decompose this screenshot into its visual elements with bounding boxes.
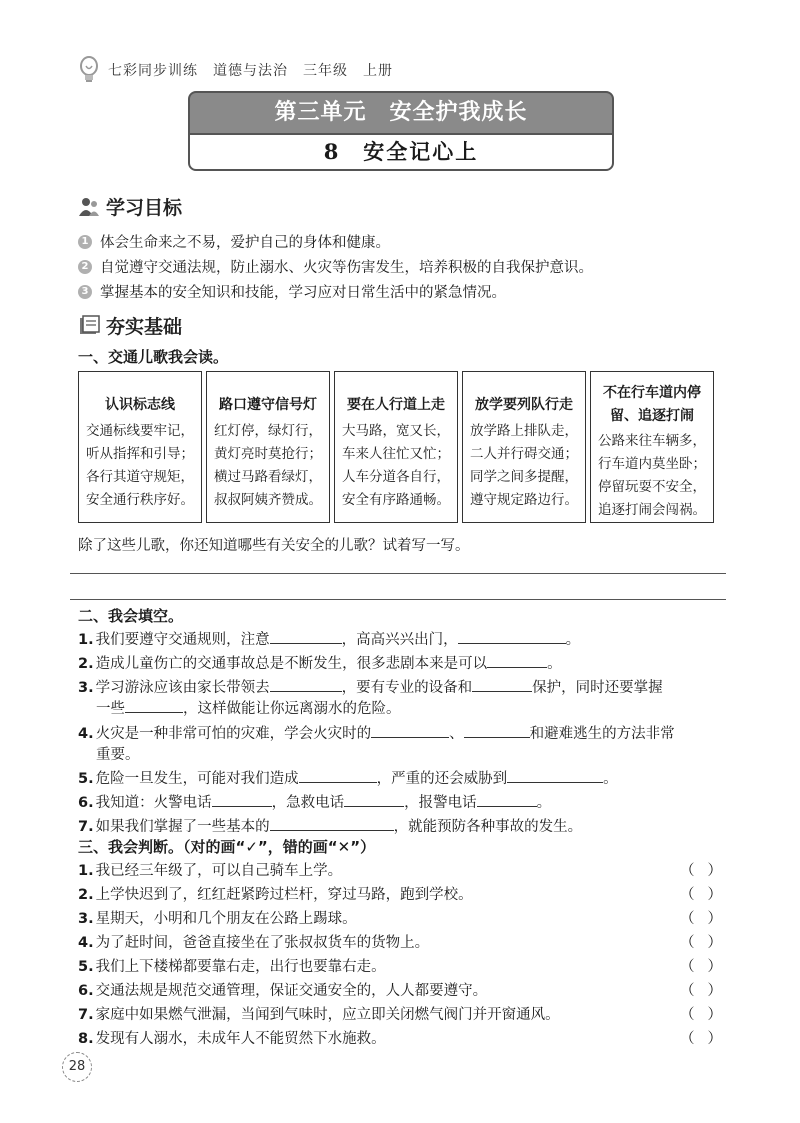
answer-parentheses[interactable] xyxy=(680,979,722,1000)
answer-parentheses[interactable] xyxy=(680,1027,722,1048)
question-text: 重要。 xyxy=(96,747,140,763)
question-text: 保护，同时还要掌握 xyxy=(532,680,663,696)
fill-question xyxy=(78,767,618,788)
judge-question xyxy=(78,931,429,952)
question-text: ，这样做能让你远离溺水的危险。 xyxy=(183,701,401,717)
paren-open: （ xyxy=(680,911,695,927)
part2-title: 二、我会填空。 xyxy=(78,607,184,625)
students-icon xyxy=(78,196,100,218)
question-text: 交通法规是规范交通管理，保证交通安全的，人人都要遵守。 xyxy=(95,983,488,999)
question-text: 。 xyxy=(603,771,618,787)
writing-line[interactable] xyxy=(70,599,726,600)
question-text: ，报警电话 xyxy=(404,795,477,811)
question-number: 1. xyxy=(78,863,94,879)
paren-open: （ xyxy=(680,983,695,999)
paren-close: ） xyxy=(707,1007,722,1023)
judge-question xyxy=(78,979,487,1000)
question-text: 如果我们掌握了一些基本的 xyxy=(95,819,270,835)
rhyme-line: 追逐打闹会闯祸。 xyxy=(598,502,706,518)
fill-question xyxy=(78,652,562,673)
rhyme-line: 放学路上排队走， xyxy=(470,423,578,439)
question-text: 我们要遵守交通规则，注意 xyxy=(95,632,270,648)
rhyme-line: 各行其道守规矩， xyxy=(86,469,194,485)
rhyme-line: 安全通行秩序好。 xyxy=(86,492,194,508)
part1-title: 一、交通儿歌我会读。 xyxy=(78,348,229,366)
fill-question-cont xyxy=(96,697,401,718)
question-text: 危险一旦发生，可能对我们造成 xyxy=(95,771,299,787)
answer-blank[interactable] xyxy=(270,629,342,644)
question-number: 2. xyxy=(78,887,94,903)
question-number: 3. xyxy=(78,911,94,927)
rhyme-title: 路口遵守信号灯 xyxy=(219,397,317,413)
question-text: ，就能预防各种事故的发生。 xyxy=(393,819,583,835)
fill-question xyxy=(78,722,675,743)
rhyme-line: 听从指挥和引导； xyxy=(86,446,194,462)
fill-question xyxy=(78,628,580,649)
rhyme-line: 二人并行碍交通； xyxy=(470,446,578,462)
question-number: 7. xyxy=(78,819,94,835)
question-text: 我已经三年级了，可以自己骑车上学。 xyxy=(95,863,343,879)
fill-question xyxy=(78,676,663,697)
answer-blank[interactable] xyxy=(212,792,272,807)
rhyme-line: 交通标线要牢记， xyxy=(86,423,194,439)
page-number: 28 xyxy=(62,1052,92,1082)
rhyme-line: 大马路，宽又长， xyxy=(342,423,450,439)
question-text: 星期天，小明和几个朋友在公路上踢球。 xyxy=(95,911,357,927)
question-number: 8. xyxy=(78,1031,94,1047)
question-number: 1. xyxy=(78,632,94,648)
question-text: ，要有专业的设备和 xyxy=(341,680,473,696)
judge-question xyxy=(78,1027,386,1048)
header-text: 七彩同步训练 道德与法治 三年级 上册 xyxy=(108,63,393,79)
question-text: 我知道：火警电话 xyxy=(95,795,212,811)
answer-blank[interactable] xyxy=(125,698,183,713)
paren-open: （ xyxy=(680,887,695,903)
goal-text: 体会生命来之不易，爱护自己的身体和健康。 xyxy=(100,235,390,251)
basics-heading-text: 夯实基础 xyxy=(106,316,183,338)
rhyme-line: 行车道内莫坐卧； xyxy=(598,456,706,472)
question-text: 。 xyxy=(565,632,581,648)
question-text: 。 xyxy=(536,795,552,811)
rhyme-line: 叔叔阿姨齐赞成。 xyxy=(214,492,322,508)
question-number: 4. xyxy=(78,935,94,951)
goal-item xyxy=(78,231,390,252)
paren-open: （ xyxy=(680,935,695,951)
paren-close: ） xyxy=(707,911,722,927)
rhyme-title: 认识标志线 xyxy=(105,397,175,413)
goal-number: 3 xyxy=(78,285,92,299)
answer-parentheses[interactable] xyxy=(680,931,722,952)
rhyme-box xyxy=(206,371,330,523)
paren-close: ） xyxy=(707,887,722,903)
judge-question xyxy=(78,955,386,976)
unit-title: 第三单元 安全护我成长 xyxy=(188,91,614,133)
paren-open: （ xyxy=(680,863,695,879)
rhyme-box xyxy=(462,371,586,523)
answer-blank[interactable] xyxy=(487,653,547,668)
paren-open: （ xyxy=(680,1031,695,1047)
fill-question-cont xyxy=(96,743,140,764)
answer-parentheses[interactable] xyxy=(680,859,722,880)
paren-close: ） xyxy=(707,983,722,999)
question-text: 发现有人溺水，未成年人不能贸然下水施救。 xyxy=(95,1031,386,1047)
answer-blank[interactable] xyxy=(507,768,603,783)
answer-blank[interactable] xyxy=(477,792,537,807)
goal-text: 掌握基本的安全知识和技能，学习应对日常生活中的紧急情况。 xyxy=(100,285,506,301)
judge-question xyxy=(78,859,342,880)
rhyme-line: 红灯停，绿灯行， xyxy=(214,423,322,439)
question-text: 火灾是一种非常可怕的灾难，学会火灾时的 xyxy=(95,726,372,742)
lightbulb-icon xyxy=(78,56,100,84)
question-number: 3. xyxy=(78,680,94,696)
paren-open: （ xyxy=(680,959,695,975)
question-text: 为了赶时间，爸爸直接坐在了张叔叔货车的货物上。 xyxy=(95,935,430,951)
judge-question xyxy=(78,907,357,928)
answer-blank[interactable] xyxy=(270,816,394,831)
question-text: ，急救电话 xyxy=(271,795,345,811)
goals-heading xyxy=(78,193,182,220)
answer-parentheses[interactable] xyxy=(680,1003,722,1024)
question-text: ，严重的还会威胁到 xyxy=(376,771,508,787)
goal-number: 2 xyxy=(78,260,92,274)
answer-blank[interactable] xyxy=(344,792,404,807)
answer-parentheses[interactable] xyxy=(680,955,722,976)
question-number: 6. xyxy=(78,983,94,999)
goal-item xyxy=(78,281,506,302)
question-text: 我们上下楼梯都要靠右走，出行也要靠右走。 xyxy=(95,959,386,975)
question-number: 4. xyxy=(78,726,94,742)
question-number: 5. xyxy=(78,959,94,975)
rhyme-line: 横过马路看绿灯， xyxy=(214,469,322,485)
paren-open: （ xyxy=(680,1007,695,1023)
rhyme-line: 同学之间多提醒， xyxy=(470,469,578,485)
title-block xyxy=(188,91,614,171)
question-text: 和避难逃生的方法非常 xyxy=(529,726,675,742)
question-text: 学习游泳应该由家长带领去 xyxy=(95,680,270,696)
rhyme-line: 安全有序路通畅。 xyxy=(342,492,450,508)
writing-line[interactable] xyxy=(70,573,726,574)
basics-heading xyxy=(78,312,182,339)
book-icon xyxy=(78,315,100,337)
paren-close: ） xyxy=(707,959,722,975)
rhyme-line: 人车分道各自行， xyxy=(342,469,450,485)
question-text: 。 xyxy=(547,656,562,672)
rhyme-line: 黄灯亮时莫抢行； xyxy=(214,446,322,462)
question-number: 5. xyxy=(78,771,94,787)
goals-heading-text: 学习目标 xyxy=(106,197,183,219)
rhyme-title xyxy=(594,382,710,428)
goal-text: 自觉遵守交通法规，防止溺水、火灾等伤害发生，培养积极的自我保护意识。 xyxy=(100,260,593,276)
rhyme-title-line: 不在行车道内停 xyxy=(603,385,701,401)
question-text: 造成儿童伤亡的交通事故总是不断发生，很多悲剧本来是可以 xyxy=(95,656,488,672)
answer-parentheses[interactable] xyxy=(680,883,722,904)
goal-item xyxy=(78,256,593,277)
judge-question xyxy=(78,883,473,904)
rhyme-box xyxy=(334,371,458,523)
answer-parentheses[interactable] xyxy=(680,907,722,928)
answer-blank[interactable] xyxy=(472,677,532,692)
rhyme-title: 放学要列队行走 xyxy=(475,397,573,413)
answer-blank[interactable] xyxy=(371,723,449,738)
running-header xyxy=(78,56,393,84)
answer-blank[interactable] xyxy=(270,677,342,692)
paren-close: ） xyxy=(707,863,722,879)
question-text: 、 xyxy=(449,726,464,742)
rhyme-line: 车来人往忙又忙； xyxy=(342,446,450,462)
paren-close: ） xyxy=(707,1031,722,1047)
rhyme-line: 遵守规定路边行。 xyxy=(470,492,578,508)
followup-prompt: 除了这些儿歌，你还知道哪些有关安全的儿歌？试着写一写。 xyxy=(78,538,470,554)
question-text: 上学快迟到了，红红赶紧跨过栏杆，穿过马路，跑到学校。 xyxy=(95,887,473,903)
question-number: 7. xyxy=(78,1007,94,1023)
judge-question xyxy=(78,1003,560,1024)
fill-question xyxy=(78,791,551,812)
question-text: 家庭中如果燃气泄漏，当闻到气味时，应立即关闭燃气阀门并开窗通风。 xyxy=(95,1007,560,1023)
question-text: 一些 xyxy=(96,701,125,717)
part3-title: 三、我会判断。（对的画“✓”，错的画“✕”） xyxy=(78,838,376,856)
rhyme-line: 公路来往车辆多， xyxy=(598,433,706,449)
question-text: ，高高兴兴出门， xyxy=(341,632,458,648)
paren-close: ） xyxy=(707,935,722,951)
question-number: 2. xyxy=(78,656,94,672)
rhyme-box xyxy=(78,371,202,523)
question-number: 6. xyxy=(78,795,94,811)
rhyme-title-line: 留、追逐打闹 xyxy=(610,408,694,424)
answer-blank[interactable] xyxy=(299,768,377,783)
fill-question xyxy=(78,815,582,836)
rhyme-box xyxy=(590,371,714,523)
answer-blank[interactable] xyxy=(458,629,566,644)
goal-number: 1 xyxy=(78,235,92,249)
rhyme-title: 要在人行道上走 xyxy=(347,397,445,413)
answer-blank[interactable] xyxy=(464,723,530,738)
rhyme-line: 停留玩耍不安全， xyxy=(598,479,706,495)
lesson-title: 8 安全记心上 xyxy=(188,133,614,171)
